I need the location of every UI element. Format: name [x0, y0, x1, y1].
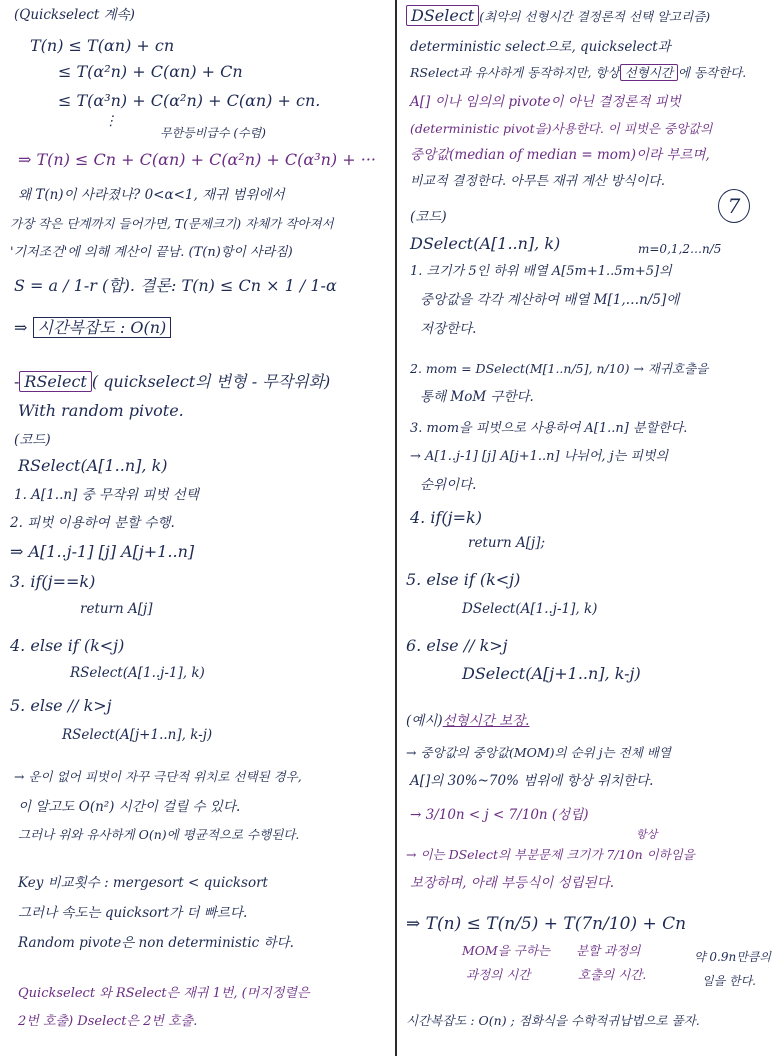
rselect-step-3: 3. if(j==k)	[10, 572, 96, 591]
rselect-heading	[14, 372, 330, 392]
dselect-step-2b: 통해 MoM 구한다.	[420, 389, 534, 405]
dselect-step-6: 6. else // k>j	[406, 636, 508, 655]
rselect-signature: RSelect(A[1..n], k)	[18, 456, 168, 475]
m-range-note: m=0,1,2…n/5	[638, 242, 722, 256]
dselect-step-2: 2. mom = DSelect(M[1..n/5], n/10) → 재귀호출을	[410, 361, 709, 376]
worst-case-note-2: 이 알고도 O(n²) 시간이 걸릴 수 있다.	[18, 799, 241, 815]
work-annotation-2: 일을 한다.	[702, 974, 756, 988]
rselect-subtitle: ( quickselect의 변형 - 무작위화)	[91, 372, 331, 391]
dselect-heading	[406, 6, 710, 27]
explanation-line-2: 가장 작은 단계까지 들어가면, T(문제크기) 자체가 작아져서	[10, 216, 334, 231]
rselect-recursive-right: RSelect(A[j+1..n], k-j)	[62, 727, 213, 743]
recurrence-line-3: ≤ T(α³n) + C(α²n) + C(αn) + cn.	[58, 91, 321, 110]
dselect-step-1c: 저장한다.	[420, 321, 477, 337]
inequality-holds-note: 보장하며, 아래 부등식이 성립된다.	[410, 875, 615, 891]
recursion-count-note-2: 2번 호출) Dselect은 2번 호출.	[18, 1014, 198, 1029]
right-column	[398, 0, 784, 1056]
dselect-partition: → A[1..j-1] [j] A[j+1..n] 나뉘어, j는 피벗의	[410, 449, 669, 464]
dselect-desc-1: deterministic select으로, quickselect과	[410, 39, 671, 55]
dselect-code-label: (코드)	[410, 209, 447, 225]
recurrence-sum: ⇒ T(n) ≤ Cn + C(αn) + C(α²n) + C(α³n) + ···	[18, 150, 376, 169]
quickselect-heading: (Quickselect 계속)	[14, 7, 135, 23]
work-annotation-1: 약 0.9n만큼의	[694, 950, 771, 964]
partition-annotation-2: 호출의 시간.	[578, 967, 647, 982]
rselect-recursive-left: RSelect(A[1..j-1], k)	[70, 665, 205, 681]
speed-note: 그러나 속도는 quicksort가 더 빠르다.	[18, 905, 248, 921]
series-sum-conclusion: S = a / 1-r (합). 결론: T(n) ≤ Cn × 1 / 1-α	[14, 276, 337, 295]
worst-case-note-1: → 운이 없어 피벗이 자꾸 극단적 위치로 선택된 경우,	[14, 769, 302, 784]
complexity-result-line	[14, 318, 171, 338]
dselect-desc-3: A[] 이나 임의의 pivote이 아닌 결정론적 피벗	[410, 94, 681, 110]
always-note: 항상	[636, 828, 658, 841]
mom-rank-note-2: A[]의 30%~70% 범위에 항상 위치한다.	[410, 773, 654, 789]
dselect-return: return A[j];	[468, 535, 546, 551]
linear-time-box: 선형시간	[620, 64, 678, 81]
random-pivot-line: With random pivote.	[18, 401, 184, 420]
dselect-title-box: DSelect	[406, 5, 479, 26]
rselect-step-1: 1. A[1..n] 중 무작위 피벗 선택	[14, 487, 199, 503]
dselect-step-5: 5. else if (k<j)	[406, 570, 521, 589]
dselect-desc-5: 중앙값(median of median = mom)이라 부르며,	[410, 147, 710, 163]
dselect-step-1b: 중앙값을 각각 계산하여 배열 M[1,…n/5]에	[420, 292, 680, 308]
dselect-step-1: 1. 크기가 5인 하위 배열 A[5m+1..5m+5]의	[410, 264, 672, 279]
rselect-step-2: 2. 피벗 이용하여 분할 수행.	[10, 515, 175, 531]
geometric-series-note: 무한등비급수 (수렴)	[160, 126, 266, 140]
rselect-step-4: 4. else if (k<j)	[10, 636, 125, 655]
dselect-desc-2: RSelect과 유사하게 동작하지만, 항상 선형시간 에 동작한다.	[410, 65, 747, 80]
dselect-desc-6: 비교적 결정한다. 아무튼 재귀 계산 방식이다.	[410, 174, 665, 189]
partition-result: ⇒ A[1..j-1] [j] A[j+1..n]	[10, 542, 195, 561]
circled-page-number: 7	[718, 189, 750, 223]
pivot-rank: 순위이다.	[420, 477, 477, 493]
dselect-signature: DSelect(A[1..n], k)	[410, 234, 561, 253]
mom-annotation-2: 과정의 시간	[466, 967, 531, 982]
code-label: (코드)	[14, 432, 51, 448]
rselect-dash: -	[14, 372, 20, 391]
partition-annotation-1: 분할 과정의	[576, 943, 641, 958]
recurrence-line-1: T(n) ≤ T(αn) + cn	[30, 36, 175, 55]
rank-inequality: → 3/10n < j < 7/10n (성립)	[410, 807, 589, 823]
linear-guarantee: 선형시간 보장.	[442, 713, 530, 729]
complexity-box: 시간복잡도 : O(n)	[33, 317, 172, 338]
recurrence-line-2: ≤ T(α²n) + C(αn) + Cn	[58, 62, 243, 81]
rselect-step-5: 5. else // k>j	[10, 696, 112, 715]
nondeterministic-note: Random pivote은 non deterministic 하다.	[18, 935, 294, 951]
rselect-title-box: RSelect	[19, 371, 91, 392]
example-heading: (예시)선형시간 보장.	[406, 713, 530, 729]
recursion-count-note-1: Quickselect 와 RSelect은 재귀 1번, (머지정렬은	[18, 986, 310, 1001]
dselect-step-3: 3. mom을 피벗으로 사용하여 A[1..n] 분할한다.	[410, 421, 688, 436]
key-comparison-note: Key 비교횟수 : mergesort < quicksort	[18, 875, 268, 891]
dselect-step-4: 4. if(j=k)	[410, 508, 482, 527]
vertical-dots: ⋮	[104, 113, 118, 129]
dselect-complexity: 시간복잡도 : O(n) ; 점화식을 수학적귀납법으로 풀자.	[406, 1013, 700, 1028]
dselect-recursive-left: DSelect(A[1..j-1], k)	[462, 601, 598, 617]
dselect-desc-4: (deterministic pivot을)사용한다. 이 피벗은 중앙값의	[410, 121, 713, 136]
column-divider	[395, 0, 397, 1056]
dselect-recursive-right: DSelect(A[j+1..n], k-j)	[462, 664, 641, 683]
average-case-note: 그러나 위와 유사하게 O(n)에 평균적으로 수행된다.	[18, 827, 300, 842]
subproblem-size-note: → 이는 DSelect의 부분문제 크기가 7/10n 이하임을	[406, 847, 695, 862]
mom-rank-note-1: → 중앙값의 중앙값(MOM)의 순위 j는 전체 배열	[406, 745, 671, 760]
dselect-subtitle: (최악의 선형시간 결정론적 선택 알고리즘)	[479, 9, 711, 24]
rselect-return: return A[j]	[80, 601, 153, 617]
dselect-recurrence: ⇒ T(n) ≤ T(n/5) + T(7n/10) + Cn	[406, 914, 687, 934]
mom-annotation-1: MOM을 구하는	[462, 943, 551, 958]
explanation-line-3: '기저조건'에 의해 계산이 끝남. (T(n)항이 사라짐)	[10, 245, 293, 260]
explanation-line-1: 왜 T(n)이 사라졌나? 0<α<1, 재귀 범위에서	[18, 187, 285, 203]
arrow: ⇒	[14, 318, 28, 337]
